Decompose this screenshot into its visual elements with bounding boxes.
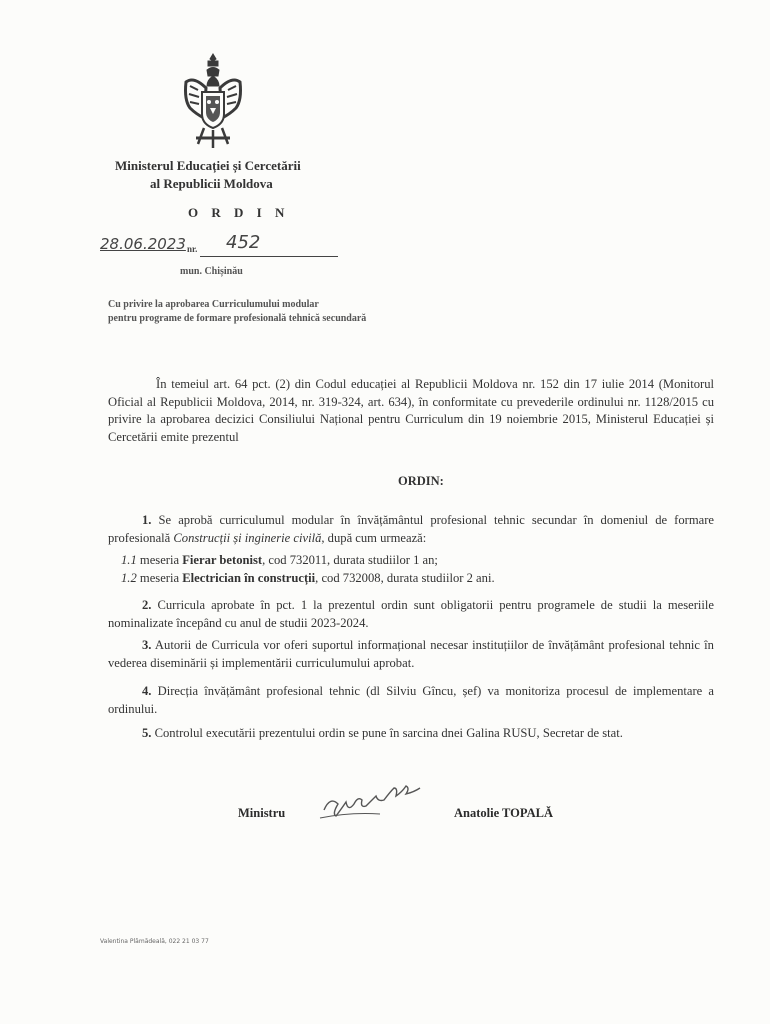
item-1-2-details: , cod 732008, durata studiilor 2 ani. xyxy=(315,571,495,585)
number-underline xyxy=(200,256,338,257)
item-1-domain: Construcții și inginerie civilă xyxy=(173,530,322,545)
item-1-2-trade: Electrician în construcții xyxy=(182,571,316,585)
handwritten-signature xyxy=(318,784,436,824)
footer-contact: Valentina Plămădeală, 022 21 03 77 xyxy=(100,938,209,945)
item-4-number: 4. xyxy=(142,684,152,698)
order-heading: ORDIN: xyxy=(398,474,444,488)
item-1-1-number: 1.1 xyxy=(121,553,137,567)
order-item-3 xyxy=(108,637,714,672)
ministry-name-line2: al Republicii Moldova xyxy=(150,176,273,191)
item-4-text: Direcția învățământ profesional tehnic (dl Silviu Gîncu, șef) va monitoriza procesul de implementare a ordinului. xyxy=(108,684,714,716)
minister-title: Ministru xyxy=(238,806,286,820)
order-item-1 xyxy=(108,512,714,547)
item-1-2-prefix: meseria xyxy=(139,571,180,585)
order-item-2 xyxy=(108,597,714,632)
item-1-2-number: 1.2 xyxy=(121,571,137,585)
minister-name: Anatolie TOPALĂ xyxy=(454,806,553,820)
item-1-1-prefix: meseria xyxy=(139,553,180,567)
item-1-1-trade: Fierar betonist xyxy=(182,553,263,567)
order-date: 28.06.2023 xyxy=(100,235,186,253)
item-1-1-details: , cod 732011, durata studiilor 1 an; xyxy=(262,553,438,567)
item-3-number: 3. xyxy=(142,638,152,652)
item-1-number: 1. xyxy=(142,513,152,527)
document-title: O R D I N xyxy=(188,205,290,220)
subject-line2: pentru programe de formare profesională tehnică secundară xyxy=(108,313,367,324)
order-item-1-1 xyxy=(121,552,438,570)
preamble-paragraph: În temeiul art. 64 pct. (2) din Codul educației al Republicii Moldova nr. 152 din 17 iulie 2014 (Monitorul Oficial al Republicii Moldova, 2014, nr. 319-324, art. 634), în conformitate cu prevederile ordinului nr. 1128/2015 cu privire la aprobarea decizici Consiliului Național pentru Curriculum din 19 noiembrie 2015, Ministerul Educației și Cercetării emite prezentul xyxy=(108,377,714,444)
item-1-text: Se aprobă curriculumul modular în învățământul profesional tehnic secundar în domeniul de formare profesională xyxy=(108,513,714,545)
order-item-5 xyxy=(108,725,714,743)
ministry-name-line1: Ministerul Educației și Cercetării xyxy=(115,158,301,173)
item-1-tail: , după cum urmează: xyxy=(321,530,427,545)
item-5-text: Controlul executării prezentului ordin se pune în sarcina dnei Galina RUSU, Secretar de stat. xyxy=(154,726,623,740)
coat-of-arms-emblem xyxy=(180,52,246,152)
item-2-number: 2. xyxy=(142,598,152,612)
subject-line1: Cu privire la aprobarea Curriculumului modular xyxy=(108,299,319,310)
item-3-text: Autorii de Curricula vor oferi suportul informațional necesar instituțiilor de învățământ profesional tehnic în vederea diseminării și implementării curriculumului aprobat. xyxy=(108,638,714,670)
city: mun. Chișinău xyxy=(180,266,243,277)
order-item-1-2 xyxy=(121,570,495,588)
order-number-label: nr. xyxy=(187,244,198,254)
order-item-4 xyxy=(108,683,714,718)
item-2-text: Curricula aprobate în pct. 1 la prezentul ordin sunt obligatorii pentru programele de studii la meseriile nominalizate începând cu anul de studii 2023-2024. xyxy=(108,598,714,630)
item-5-number: 5. xyxy=(142,726,152,740)
order-number: 452 xyxy=(226,232,261,253)
